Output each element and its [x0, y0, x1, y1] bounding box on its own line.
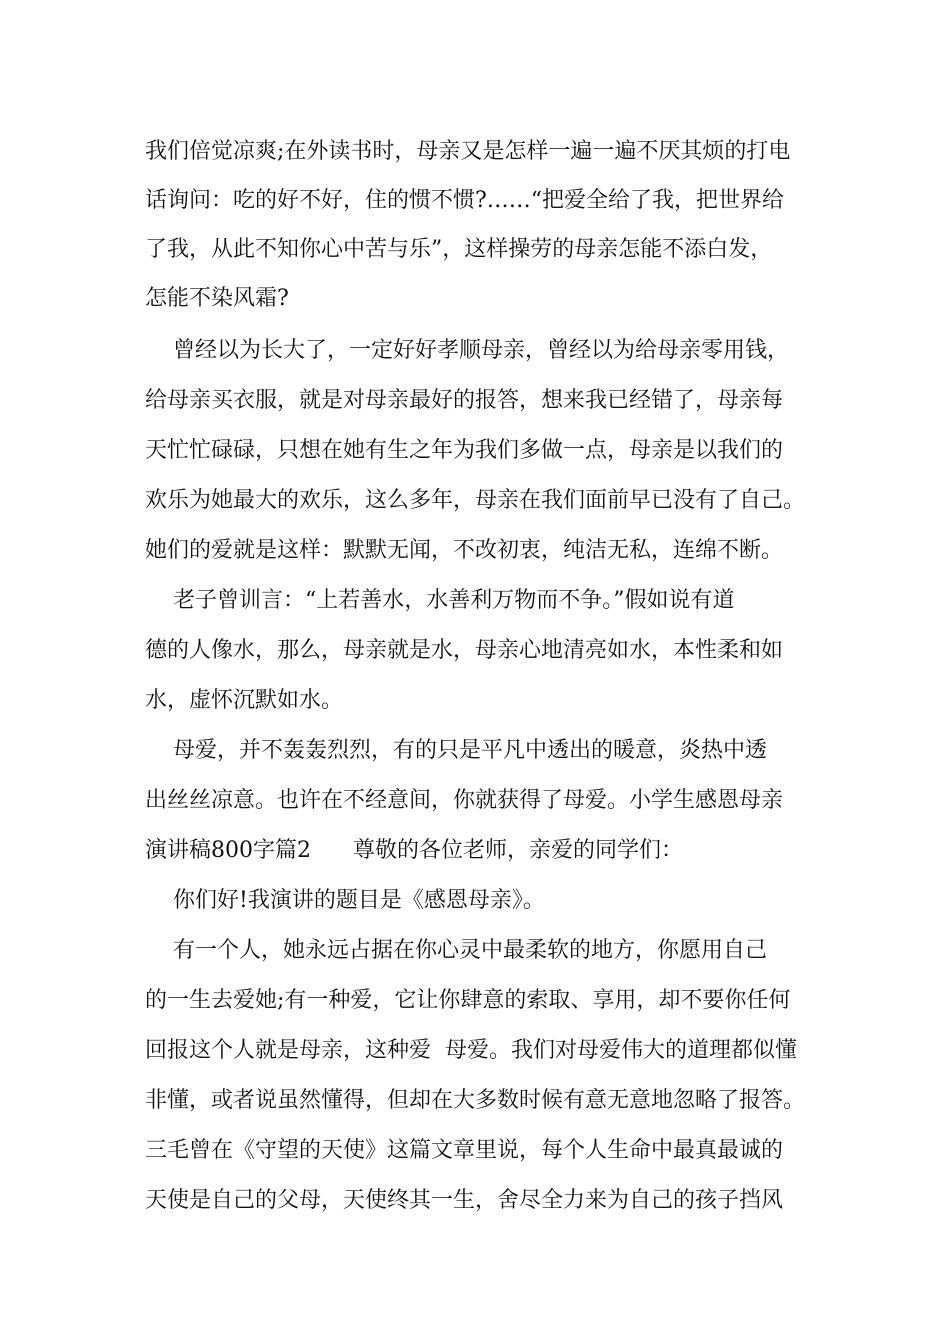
text-line: 的一生去爱她;有一种爱，它让你肆意的索取、享用，却不要你任何 — [145, 988, 791, 1013]
text-line: 话询问：吃的好不好，住的惯不惯?……“把爱全给了我，把世界给 — [145, 188, 785, 213]
text-line: 天使是自己的父母，天使终其一生，舍尽全力来为自己的孩子挡风 — [145, 1188, 784, 1213]
text-line: 我们倍觉凉爽;在外读书时，母亲又是怎样一遍一遍不厌其烦的打电 — [145, 139, 791, 164]
text-line: 母爱，并不轰轰烈烈，有的只是平凡中透出的暖意，炎热中透 — [145, 738, 767, 763]
text-line: 非懂，或者说虽然懂得，但却在大多数时候有意无意地忽略了报答。 — [145, 1088, 806, 1113]
text-line: 有一个人，她永远占据在你心灵中最柔软的地方，你愿用自己 — [145, 938, 767, 963]
text-line: 天忙忙碌碌，只想在她有生之年为我们多做一点，母亲是以我们的 — [145, 438, 784, 463]
text-line: 曾经以为长大了，一定好好孝顺母亲，曾经以为给母亲零用钱， — [145, 338, 789, 363]
text-line: 怎能不染风霜? — [145, 286, 289, 311]
text-line: 德的人像水，那么，母亲就是水，母亲心地清亮如水，本性柔和如 — [145, 638, 784, 663]
text-line: 你们好!我演讲的题目是《感恩母亲》。 — [145, 888, 545, 913]
text-line: 欢乐为她最大的欢乐，这么多年，母亲在我们面前早已没有了自己。 — [145, 488, 806, 513]
text-line: 老子曾训言：“上若善水，水善利万物而不争。”假如说有道 — [145, 588, 735, 613]
text-line: 了我，从此不知你心中苦与乐”，这样操劳的母亲怎能不添白发， — [145, 237, 773, 262]
text-line: 回报这个人就是母亲，这种爱 母爱。我们对母爱伟大的道理都似懂 — [145, 1038, 797, 1063]
text-line: 水，虚怀沉默如水。 — [145, 688, 344, 713]
text-line: 出丝丝凉意。也许在不经意间，你就获得了母爱。小学生感恩母亲 — [145, 788, 784, 813]
text-line: 演讲稿800字篇2 尊敬的各位老师，亲爱的同学们： — [145, 838, 683, 863]
text-line: 她们的爱就是这样：默默无闻，不改初衷，纯洁无私，连绵不断。 — [145, 538, 784, 563]
text-line: 三毛曾在《守望的天使》这篇文章里说，每个人生命中最真最诚的 — [145, 1138, 784, 1163]
text-line: 给母亲买衣服，就是对母亲最好的报答，想来我已经错了，母亲每 — [145, 388, 784, 413]
